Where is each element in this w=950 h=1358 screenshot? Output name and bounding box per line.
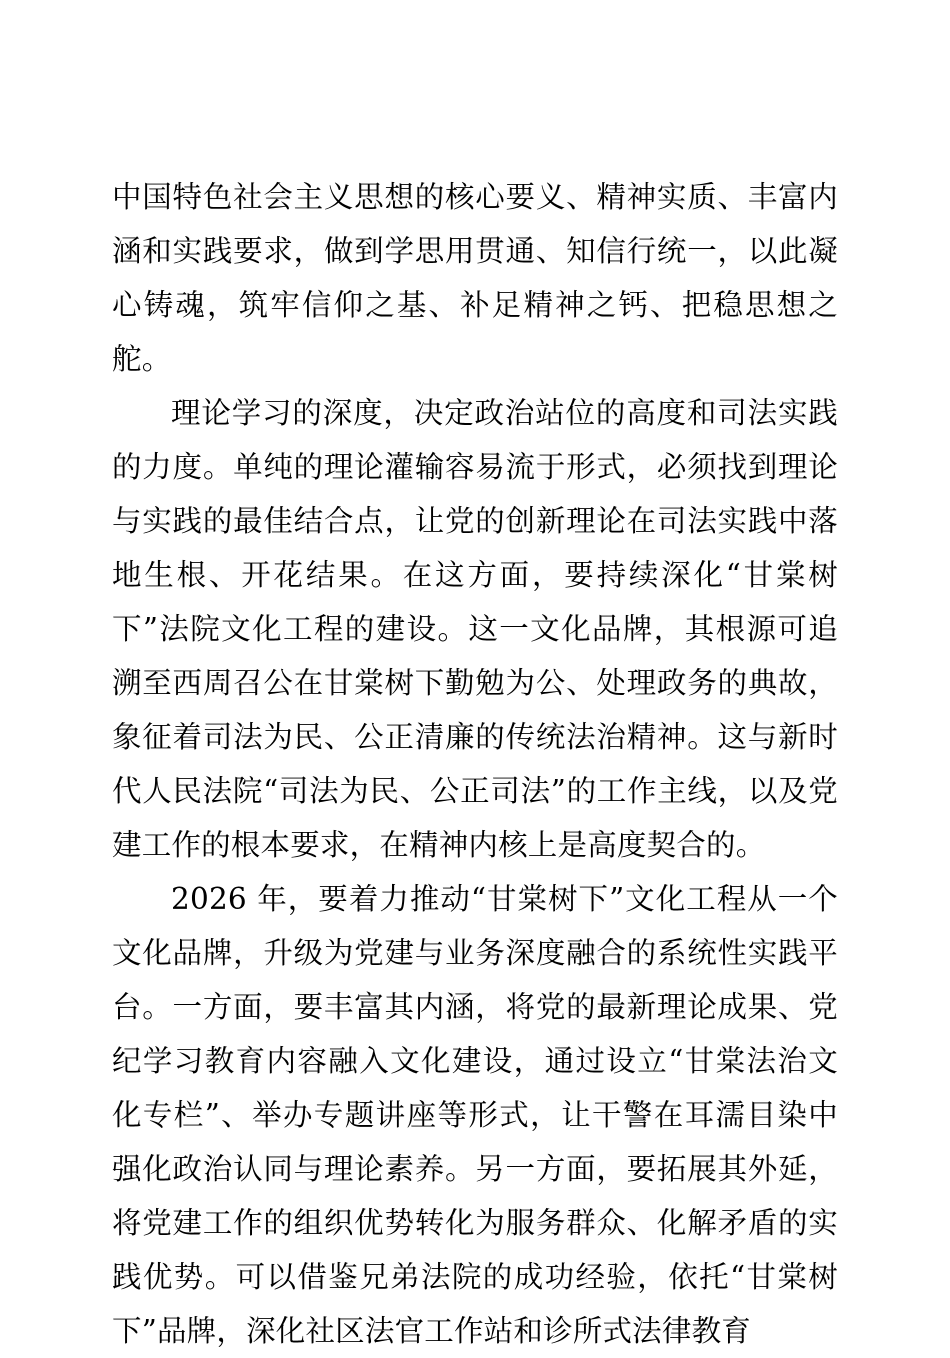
document-body xyxy=(112,170,838,1358)
paragraph-1: 中国特色社会主义思想的核心要义、精神实质、丰富内涵和实践要求，做到学思用贯通、知信行统一，以此凝心铸魂，筑牢信仰之基、补足精神之钙、把稳思想之舵。 xyxy=(112,180,838,376)
paragraph-2: 理论学习的深度，决定政治站位的高度和司法实践的力度。单纯的理论灌输容易流于形式，必须找到理论与实践的最佳结合点，让党的创新理论在司法实践中落地生根、开花结果。在这方面，要持续深化“甘棠树下”法院文化工程的建设。这一文化品牌，其根源可追溯至西周召公在甘棠树下勤勉为公、处理政务的典故，象征着司法为民、公正清廉的传统法治精神。这与新时代人民法院“司法为民、公正司法”的工作主线，以及党建工作的根本要求，在精神内核上是高度契合的。 xyxy=(112,396,838,862)
paragraph-3: 2026 年，要着力推动“甘棠树下”文化工程从一个文化品牌，升级为党建与业务深度融合的系统性实践平台。一方面，要丰富其内涵，将党的最新理论成果、党纪学习教育内容融入文化建设，通过设立“甘棠法治文化专栏”、举办专题讲座等形式，让干警在耳濡目染中强化政治认同与理论素养。另一方面，要拓展其外延，将党建工作的组织优势转化为服务群众、化解矛盾的实践优势。可以借鉴兄弟法院的成功经验，依托“甘棠树下”品牌，深化社区法官工作站和诊所式法律教育 xyxy=(112,882,838,1348)
